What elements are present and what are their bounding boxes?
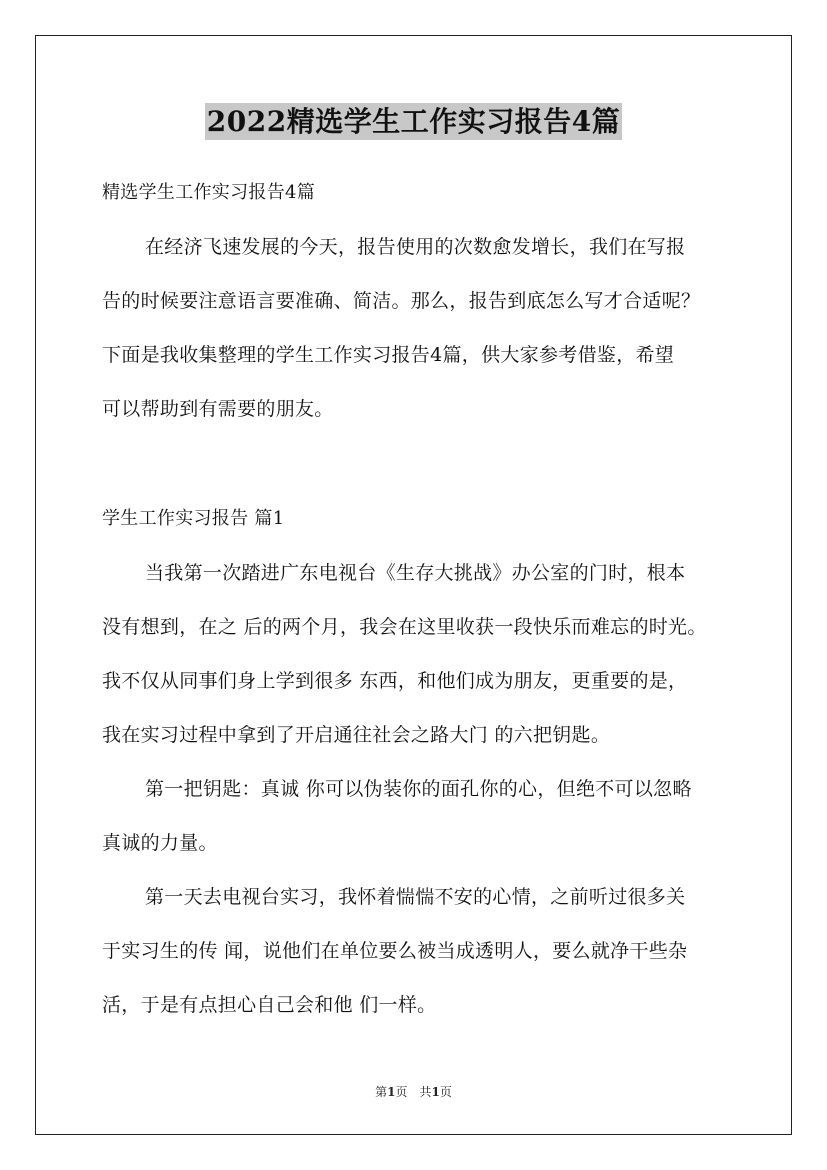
section-line-4: 我在实习过程中拿到了开启通往社会之路大门 的六把钥匙。: [102, 724, 611, 746]
document-subtitle: 精选学生工作实习报告4篇: [102, 182, 316, 203]
section-line-2: 没有想到，在之 后的两个月，我会在这里收获一段快乐而难忘的时光。: [102, 616, 707, 638]
footer-prefix: 第: [375, 1085, 388, 1099]
key-one-line-1: 第一把钥匙：真诚 你可以伪装你的面孔你的心，但绝不可以忽略: [145, 778, 692, 800]
day-one-line-1: 第一天去电视台实习，我怀着惴惴不安的心情，之前听过很多关: [145, 886, 686, 908]
section-line-3: 我不仅从同事们身上学到很多 东西，和他们成为朋友，更重要的是，: [102, 670, 688, 692]
footer-mid: 页 共: [395, 1085, 432, 1099]
page-footer: [0, 1084, 827, 1100]
intro-line-4: 可以帮助到有需要的朋友。: [102, 398, 334, 420]
section-line-1: 当我第一次踏进广东电视台《生存大挑战》办公室的门时，根本: [145, 562, 686, 584]
day-one-line-3: 活，于是有点担心自己会和他 们一样。: [102, 994, 437, 1016]
footer-suffix: 页: [439, 1085, 452, 1099]
intro-line-2: 告的时候要注意语言要准确、简洁。那么，报告到底怎么写才合适呢？: [102, 290, 701, 312]
intro-line-1: 在经济飞速发展的今天，报告使用的次数愈发增长，我们在写报: [145, 236, 686, 258]
intro-line-3: 下面是我收集整理的学生工作实习报告4篇，供大家参考借鉴，希望: [102, 344, 675, 366]
document-title-text: 2022精选学生工作实习报告4篇: [206, 105, 621, 138]
section-heading: 学生工作实习报告 篇1: [102, 508, 285, 529]
day-one-line-2: 于实习生的传 闻，说他们在单位要么被当成透明人，要么就净干些杂: [102, 940, 688, 962]
footer-page-total: 1: [431, 1085, 440, 1099]
footer-page-number: 1: [387, 1085, 396, 1099]
document-title: [0, 100, 827, 142]
key-one-line-2: 真诚的力量。: [102, 832, 218, 854]
